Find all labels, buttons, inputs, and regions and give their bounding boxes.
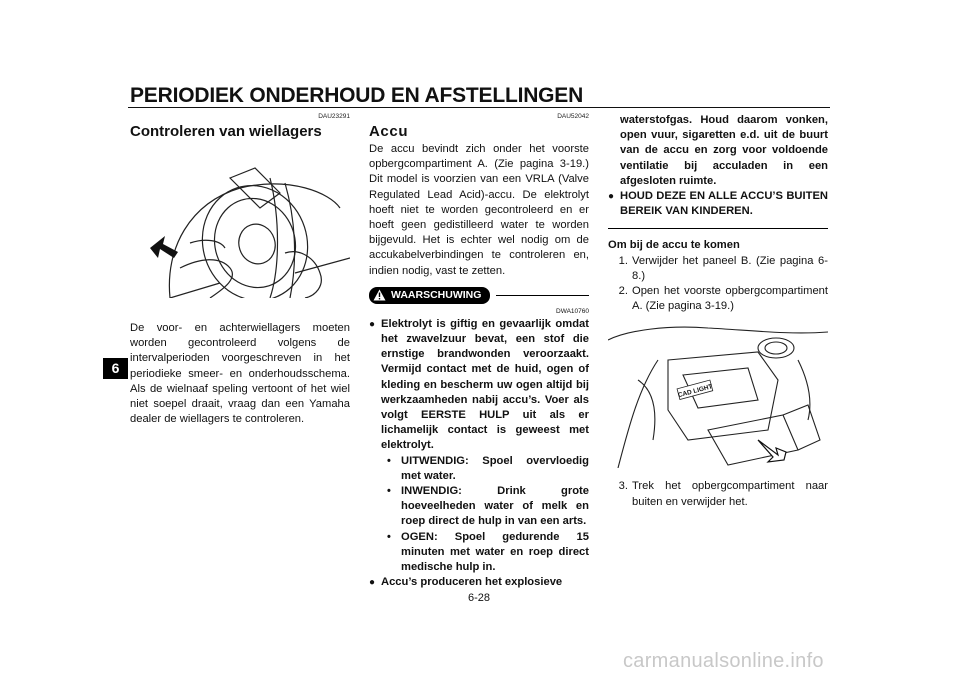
first-aid-list — [381, 454, 589, 576]
watermark: carmanualsonline.info — [623, 650, 824, 672]
step-item — [608, 254, 828, 284]
step-number: 3. — [618, 480, 628, 493]
first-aid-item: • OGEN: Spoel gedurende 15 minuten met water en roep direct medische hulp in. — [381, 530, 589, 576]
section-heading: Controleren van wiellagers — [130, 123, 322, 140]
warning-list — [608, 189, 828, 219]
step-text: Open het voorste opbergcompartiment A. (Zie pagina 3-19.) — [632, 285, 828, 313]
section-code: DAU23291 — [318, 113, 350, 120]
warning-bullet: ● Accu’s produceren het explosieve — [369, 575, 589, 590]
warning-code: DWA10760 — [556, 307, 589, 315]
compartment-label: CAD LIGHT — [677, 383, 714, 400]
chapter-tab: 6 — [103, 358, 128, 379]
step-text: Trek het opbergcompartiment naar buiten en verwijder het. — [632, 480, 828, 508]
step-text: Verwijder het paneel B. (Zie pagina 6-8.) — [632, 254, 828, 282]
steps-list — [608, 479, 828, 509]
warning-bullet-continued: waterstofgas. Houd daarom vonken, open vuur, sigaretten e.d. uit de buurt van de accu en zorg voor voldoende ventilatie bij acculaden in een afgesloten ruimte. — [620, 114, 828, 187]
step-item — [608, 284, 828, 314]
section-heading: Accu — [369, 123, 409, 140]
warning-label: WAARSCHUWING — [391, 289, 482, 302]
warning-bullet-text: Elektrolyt is giftig en gevaarlijk omdat het zwavelzuur bevat, een stof die ernstige brandwonden veroorzaakt. Vermijd contact met de huid, ogen of kleding en bescherm uw ogen altijd bij werkzaamheden nabij accu’s. Voer als volgt EERSTE HULP uit als er lichamelijk contact is geweest met elektrolyt. — [381, 317, 589, 452]
section-code: DAU52042 — [557, 113, 589, 120]
page-title: PERIODIEK ONDERHOUD EN AFSTELLINGEN — [130, 84, 584, 107]
warning-bullet: ● HOUD DEZE EN ALLE ACCU’S BUITEN BEREIK VAN KINDEREN. — [608, 189, 828, 219]
first-aid-item: • INWENDIG: Drink grote hoeveelheden water of melk en roep direct de hulp in van een arts. — [381, 484, 589, 530]
first-aid-item: • UITWENDIG: Spoel overvloedig met water. — [381, 454, 589, 484]
column-accu — [369, 113, 589, 590]
storage-compartment-illustration — [608, 320, 828, 468]
column-wheel-bearings — [130, 113, 350, 427]
warning-list — [369, 317, 589, 591]
section-body: De accu bevindt zich onder het voorste opbergcompartiment A. (Zie pagina 3-19.) Dit model is voorzien van een VRLA (Valve Regulated Lead Acid)-accu. De elektrolyt hoeft niet te worden gecontroleerd en er hoeft geen gedistilleerd water te worden bijgevuld. Het is echter wel nodig om de accukabelverbindingen te controleren en, indien nodig, vast te zetten. — [369, 143, 589, 277]
warning-triangle-icon — [373, 289, 386, 301]
warning-bullet — [369, 317, 589, 575]
warning-rule — [496, 295, 589, 296]
section-body: De voor- en achterwiellagers moeten worden gecontroleerd volgens de intervalperioden voorgeschreven in het periodieke smeer- en onderhoudsschema. Als de wielnaaf speling vertoont of het wiel niet soepel draait, vraag dan een Yamaha dealer de wiellagers te controleren. — [130, 322, 350, 426]
warning-header — [369, 287, 589, 304]
step-number: 2. — [618, 285, 628, 298]
step-number: 1. — [618, 254, 628, 267]
sub-heading: Om bij de accu te komen — [608, 239, 740, 252]
step-item — [608, 479, 828, 509]
column-accu-access — [608, 113, 828, 510]
page-number: 6-28 — [468, 592, 491, 604]
steps-list — [608, 254, 828, 315]
warning-end-rule — [608, 228, 828, 229]
wheel-bearing-illustration — [130, 148, 350, 298]
warning-badge — [369, 287, 490, 304]
header-divider — [128, 107, 830, 108]
